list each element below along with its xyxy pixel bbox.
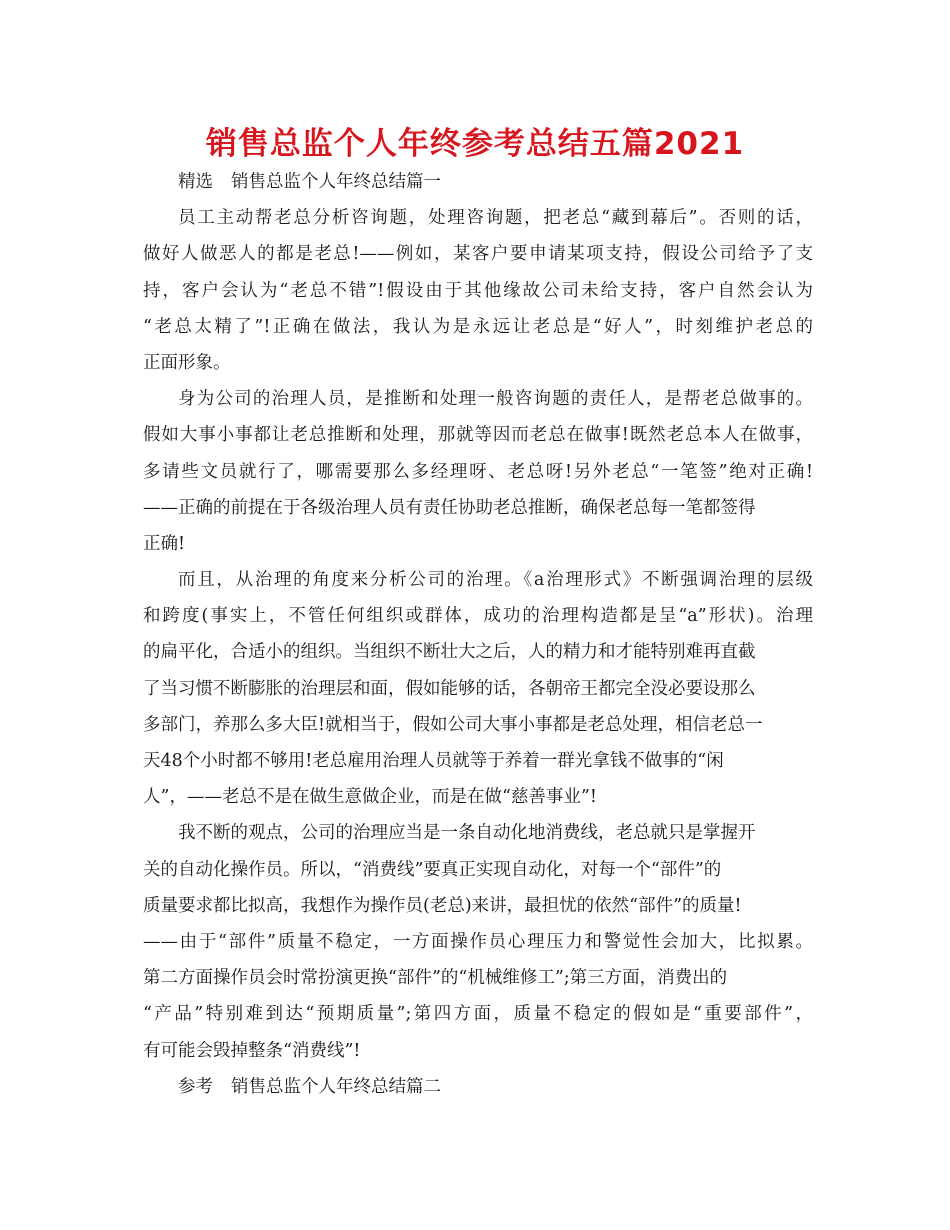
- paragraph-1-line-5: 正面形象。: [143, 352, 231, 373]
- paragraph-2-line-4: ——正确的前提在于各级治理人员有责任协助老总推断，确保老总每一笔都签得: [143, 497, 756, 518]
- paragraph-3-line-3: 的扁平化，合适小的组织。当组织不断壮大之后，人的精力和才能特别难再直截: [143, 642, 756, 663]
- paragraph-3-line-4: 了当习惯不断膨胀的治理层和面，假如能够的话，各朝帝王都完全没必要设那么: [143, 678, 756, 699]
- paragraph-2-line-1: 身为公司的治理人员，是推断和处理一般咨询题的责任人，是帮老总做事的。: [178, 389, 813, 410]
- paragraph-3-line-1: 而且，从治理的角度来分析公司的治理。《a治理形式》不断强调治理的层级: [178, 570, 813, 591]
- section-prefix: 精选: [178, 172, 213, 192]
- document-body: [143, 164, 813, 1105]
- paragraph-4-line-5: 第二方面操作员会时常扮演更换“部件”的“机械维修工”;第三方面，消费出的: [143, 968, 728, 989]
- paragraph-3-line-7: 人”，——老总不是在做生意做企业，而是在做“慈善事业”!: [143, 787, 597, 808]
- paragraph-1-line-4: “老总太精了”!正确在做法，我认为是永远让老总是“好人”，时刻维护老总的: [143, 316, 813, 337]
- section-title: 销售总监个人年终总结篇二: [231, 1076, 441, 1097]
- paragraph-2-line-3: 多请些文员就行了，哪需要那么多经理呀、老总呀!另外老总“一笔签”绝对正确!: [143, 461, 813, 482]
- section-heading-1: [143, 164, 813, 200]
- paragraph-4-line-6: “产品”特别难到达“预期质量”;第四方面，质量不稳定的假如是“重要部件”，: [143, 1004, 813, 1025]
- document-title: 销售总监个人年终参考总结五篇2021: [205, 126, 745, 162]
- section-prefix: 参考: [178, 1076, 213, 1097]
- paragraph-3-line-2: 和跨度(事实上，不管任何组织或群体，成功的治理构造都是呈“a”形状)。治理: [143, 606, 813, 627]
- paragraph-4-line-7: 有可能会毁掉整条“消费线”!: [143, 1040, 361, 1061]
- paragraph-2-line-5: 正确!: [143, 533, 186, 554]
- paragraph-1-line-1: 员工主动帮老总分析咨询题，处理咨询题，把老总“藏到幕后”。否则的话，: [178, 208, 813, 229]
- section-heading-2: [143, 1069, 813, 1105]
- paragraph-1-line-3: 持，客户会认为“老总不错”!假设由于其他缘故公司未给支持，客户自然会认为: [143, 280, 813, 301]
- paragraph-2-line-2: 假如大事小事都让老总推断和处理，那就等因而老总在做事!既然老总本人在做事，: [143, 425, 813, 446]
- paragraph-3-line-6: 天48个小时都不够用!老总雇用治理人员就等于养着一群光拿钱不做事的“闲: [143, 751, 724, 771]
- paragraph-4-line-2: 关的自动化操作员。所以，“消费线”要真正实现自动化，对每一个“部件”的: [143, 859, 722, 880]
- paragraph-4-line-1: 我不断的观点，公司的治理应当是一条自动化地消费线，老总就只是掌握开: [178, 823, 756, 844]
- paragraph-3-line-5: 多部门，养那么多大臣!就相当于，假如公司大事小事都是老总处理，相信老总一: [143, 714, 763, 735]
- paragraph-4-line-4: ——由于“部件”质量不稳定，一方面操作员心理压力和警觉性会加大，比拟累。: [143, 931, 813, 952]
- paragraph-1-line-2: 做好人做恶人的都是老总!——例如，某客户要申请某项支持，假设公司给予了支: [143, 244, 813, 265]
- paragraph-4-line-3: 质量要求都比拟高，我想作为操作员(老总)来讲，最担忧的依然“部件”的质量!: [143, 895, 742, 916]
- section-title: 销售总监个人年终总结篇一: [231, 172, 441, 192]
